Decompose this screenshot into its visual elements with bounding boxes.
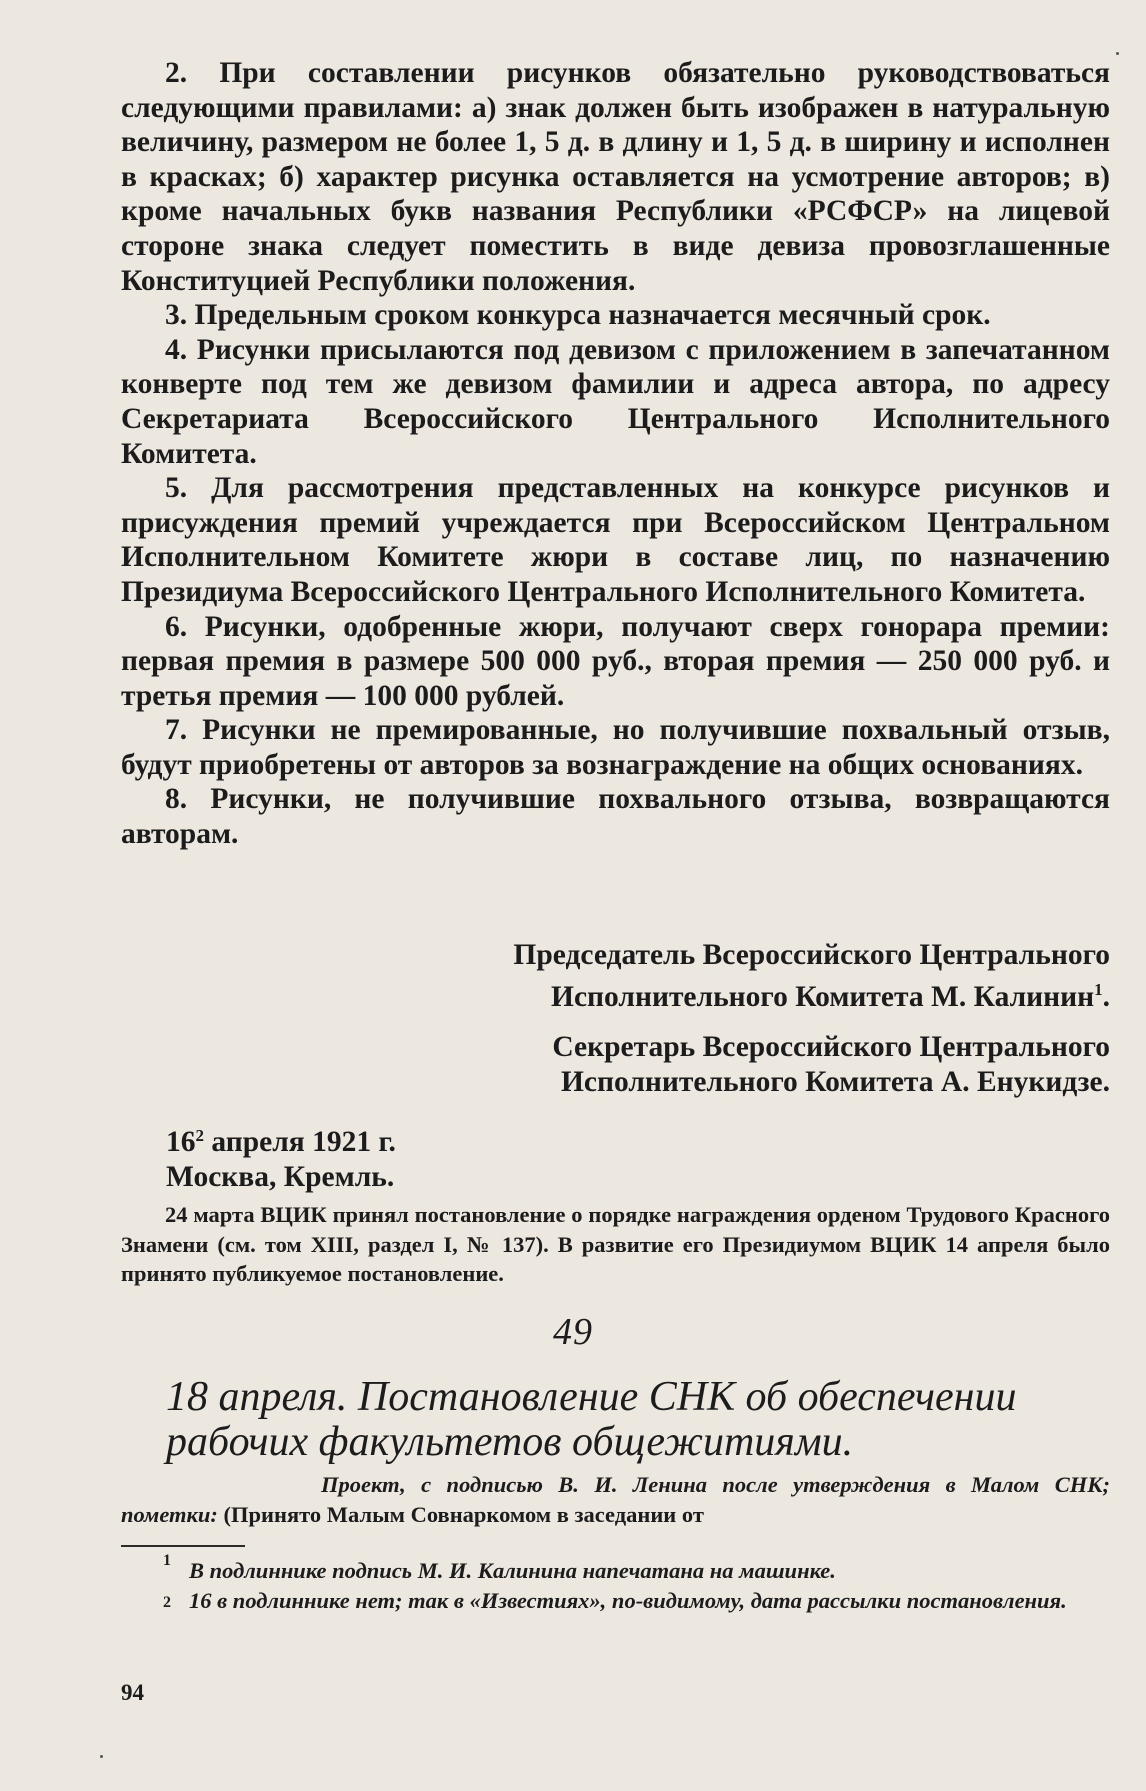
date-line: [166, 1118, 396, 1160]
paragraph-7: 7. Рисунки не премированные, но получившие похвальный отзыв, будут приобретены от авторов за вознаграждение на общих основаниях.: [121, 714, 1110, 781]
footnote-ref-2[interactable]: 2: [195, 1126, 204, 1145]
secretary-signature: [496, 1030, 1110, 1099]
main-text-block: [121, 56, 1110, 852]
chair-signature: [446, 938, 1110, 1014]
footnote-mark-2: 2: [163, 1594, 171, 1611]
paragraph-4: 4. Рисунки присылаются под девизом с приложением в запечатанном конверте под тем же девизом фамилии и адреса автора, по адресу Секретариата Всероссийского Центрального Исполнительного Комитета.: [121, 333, 1110, 470]
chair-name: Исполнительного Комитета М. Калинин: [551, 980, 1095, 1013]
date-day: 16: [166, 1126, 196, 1158]
paragraph-5: 5. Для рассмотрения представленных на конкурсе рисунков и присуждения премий учреждается при Всероссийском Центральном Исполнительном Комитете жюри в составе лиц, по назначению Президиума Всероссийского Центрального Исполнительного Комитета.: [121, 472, 1110, 608]
provenance-text: [121, 1470, 1110, 1530]
editor-note: [121, 1200, 1110, 1289]
chair-title-line: Председатель Всероссийского Центрального: [513, 939, 1110, 971]
footnote-text-1: В подлиннике подпись М. И. Калинина напечатана на машинке.: [189, 1558, 836, 1583]
footnote-2: [121, 1586, 1110, 1616]
date-place: [166, 1118, 396, 1195]
scan-speck: [1116, 52, 1119, 55]
document-title-line-2: рабочих факультетов общежитиями.: [166, 1419, 854, 1465]
document-title-line-1: 18 апреля. Постановление СНК об обеспечении: [166, 1374, 1017, 1420]
provenance-italic: Проект, с подписью В. И. Ленина после утверждения в Малом СНК; пометки:: [121, 1472, 1110, 1527]
document-number: 49: [553, 1311, 593, 1353]
page-number: 94: [121, 1680, 144, 1705]
scan-speck: [100, 1755, 103, 1758]
paragraph-3: 3. Предельным сроком конкурса назначается месячный срок.: [165, 299, 991, 332]
footnote-1: [121, 1552, 1110, 1586]
editor-note-text: 24 марта ВЦИК принял постановление о порядке награждения орденом Трудового Красного Знамени (см. том XIII, раздел I, № 137). В развитие его Президиумом ВЦИК 14 апреля было принято публикуемое постановление.: [121, 1202, 1110, 1286]
footnote-text-2: 16 в подлиннике нет; так в «Известиях», по-видимому, дата рассылки постановления.: [189, 1588, 1067, 1613]
paragraph-6: 6. Рисунки, одобренные жюри, получают сверх гонорара премии: первая премия в размере 500 000 руб., вторая премия — 250 000 руб. и третья премия — 100 000 рублей.: [121, 610, 1110, 712]
chair-name-line: [446, 973, 1110, 1014]
footnotes: [121, 1552, 1110, 1616]
chair-trail: .: [1102, 980, 1110, 1013]
secretary-name-line: Исполнительного Комитета А. Енукидзе.: [560, 1065, 1110, 1098]
document-title: [166, 1375, 1116, 1465]
place-line: Москва, Кремль.: [166, 1161, 395, 1193]
provenance-note: [121, 1470, 1110, 1530]
footnote-ref-1[interactable]: 1: [1094, 979, 1103, 999]
paragraph-8: 8. Рисунки, не получившие похвального отзыва, возвращаются авторам.: [121, 783, 1110, 851]
paragraph-2: 2. При составлении рисунков обязательно руководствоваться следующими правилами: а) знак должен быть изображен в натуральную величину, размером не более 1, 5 д. в длину и 1, 5 д. в ширину и исполнен в красках; б) характер рисунка оставляется на усмотрение авторов; в) кроме начальных букв названия Республики «РСФСР» на лицевой стороне знака следует поместить в виде девиза провозглашенные Конституцией Республики положения.: [121, 57, 1110, 297]
secretary-title-line: Секретарь Всероссийского Центрального: [552, 1031, 1110, 1063]
footnote-mark-1: 1: [163, 1552, 171, 1569]
provenance-plain: (Принято Малым Совнаркомом в заседании от: [223, 1502, 704, 1527]
date-rest: апреля 1921 г.: [211, 1126, 396, 1158]
footnote-divider: [121, 1545, 245, 1547]
